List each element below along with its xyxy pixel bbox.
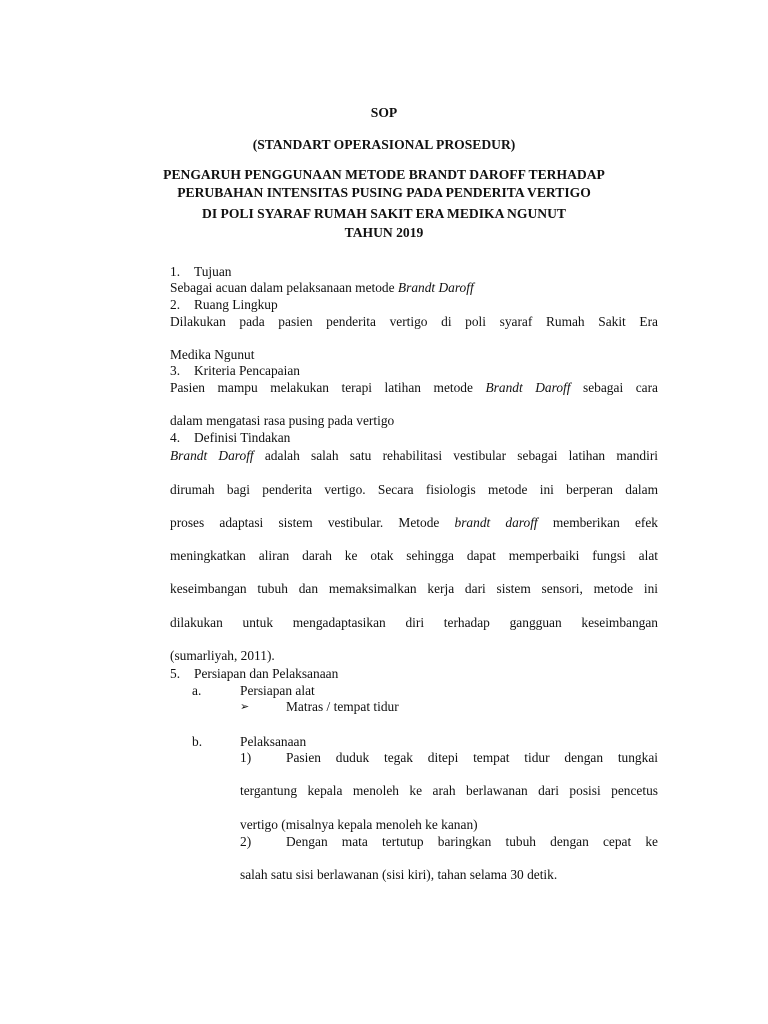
italic-term: Brandt Daroff bbox=[397, 280, 474, 295]
step-number: 1) bbox=[240, 750, 252, 765]
step-1-line-3: vertigo (misalnya kepala menoleh ke kanan) bbox=[240, 817, 478, 832]
section-title: Ruang Lingkup bbox=[194, 297, 278, 312]
section-1-body bbox=[170, 280, 474, 296]
text-run: memberikan efek bbox=[537, 515, 658, 530]
section-4-body-line-4: meningkatkan aliran darah ke otak sehingga dapat memperbaiki fungsi alat bbox=[170, 548, 658, 563]
doc-subtitle: (STANDART OPERASIONAL PROSEDUR) bbox=[252, 137, 516, 152]
section-title: Tujuan bbox=[194, 264, 232, 279]
section-2-body-line-2: Medika Ngunut bbox=[170, 347, 255, 362]
italic-term: Brandt Daroff bbox=[170, 448, 254, 463]
doc-title-line-1: PENGARUH PENGGUNAAN METODE BRANDT DAROFF TERHADAP bbox=[163, 167, 605, 182]
section-title: Persiapan dan Pelaksanaan bbox=[194, 666, 339, 681]
step-number: 2) bbox=[240, 834, 252, 849]
section-4-body-line-6: dilakukan untuk mengadaptasikan diri terhadap gangguan keseimbangan bbox=[170, 615, 658, 630]
section-title: Definisi Tindakan bbox=[194, 430, 291, 445]
doc-label-sop: SOP bbox=[370, 105, 398, 120]
section-number: 3. bbox=[170, 363, 181, 378]
section-4-body-line-5: keseimbangan tubuh dan memaksimalkan kerja dari sistem sensori, metode ini bbox=[170, 581, 658, 596]
section-number: 1. bbox=[170, 264, 181, 279]
text-run: sebagai cara bbox=[570, 380, 659, 395]
doc-title-line-3: DI POLI SYARAF RUMAH SAKIT ERA MEDIKA NGUNUT bbox=[202, 206, 566, 221]
italic-term: Brandt Daroff bbox=[485, 380, 571, 395]
doc-title-line-2: PERUBAHAN INTENSITAS PUSING PADA PENDERITA VERTIGO bbox=[177, 185, 591, 200]
subsection-title: Persiapan alat bbox=[240, 683, 315, 698]
section-4-body-line-1 bbox=[170, 448, 658, 464]
section-4-body-line-3 bbox=[170, 515, 658, 531]
section-4-body-line-7: (sumarliyah, 2011). bbox=[170, 648, 275, 663]
doc-title-line-4: TAHUN 2019 bbox=[344, 225, 424, 240]
section-1-heading bbox=[170, 264, 231, 280]
section-4-body-line-2: dirumah bagi penderita vertigo. Secara fisiologis metode ini berperan dalam bbox=[170, 482, 658, 497]
section-3-body-line-1 bbox=[170, 380, 658, 396]
section-number: 4. bbox=[170, 430, 181, 445]
section-3-body-line-2: dalam mengatasi rasa pusing pada vertigo bbox=[170, 413, 395, 428]
section-3-heading bbox=[170, 363, 300, 379]
step-1-line-1 bbox=[240, 750, 658, 766]
equipment-item-text: Matras / tempat tidur bbox=[286, 699, 399, 714]
step-2-line-2: salah satu sisi berlawanan (sisi kiri), tahan selama 30 detik. bbox=[240, 867, 558, 882]
section-5-heading bbox=[170, 666, 338, 682]
section-title: Kriteria Pencapaian bbox=[194, 363, 300, 378]
subsection-title: Pelaksanaan bbox=[240, 734, 307, 749]
section-number: 2. bbox=[170, 297, 181, 312]
section-number: 5. bbox=[170, 666, 181, 681]
arrow-bullet-icon: ➢ bbox=[240, 701, 250, 713]
subsection-marker: b. bbox=[192, 734, 203, 749]
section-2-body-line-1: Dilakukan pada pasien penderita vertigo di poli syaraf Rumah Sakit Era bbox=[170, 314, 658, 329]
text-run: Pasien mampu melakukan terapi latihan metode bbox=[170, 380, 486, 395]
text-run: Sebagai acuan dalam pelaksanaan metode bbox=[170, 280, 398, 295]
text-run: adalah salah satu rehabilitasi vestibular sebagai latihan mandiri bbox=[253, 448, 658, 463]
text-run: Dengan mata tertutup baringkan tubuh dengan cepat ke bbox=[286, 834, 658, 849]
subsection-marker: a. bbox=[192, 683, 202, 698]
step-1-line-2: tergantung kepala menoleh ke arah berlawanan dari posisi pencetus bbox=[240, 783, 658, 798]
text-run: Pasien duduk tegak ditepi tempat tidur dengan tungkai bbox=[286, 750, 658, 765]
section-2-heading bbox=[170, 297, 278, 313]
section-4-heading bbox=[170, 430, 290, 446]
italic-term: brandt daroff bbox=[454, 515, 538, 530]
step-2-line-1 bbox=[240, 834, 658, 850]
text-run: proses adaptasi sistem vestibular. Metode bbox=[170, 515, 455, 530]
